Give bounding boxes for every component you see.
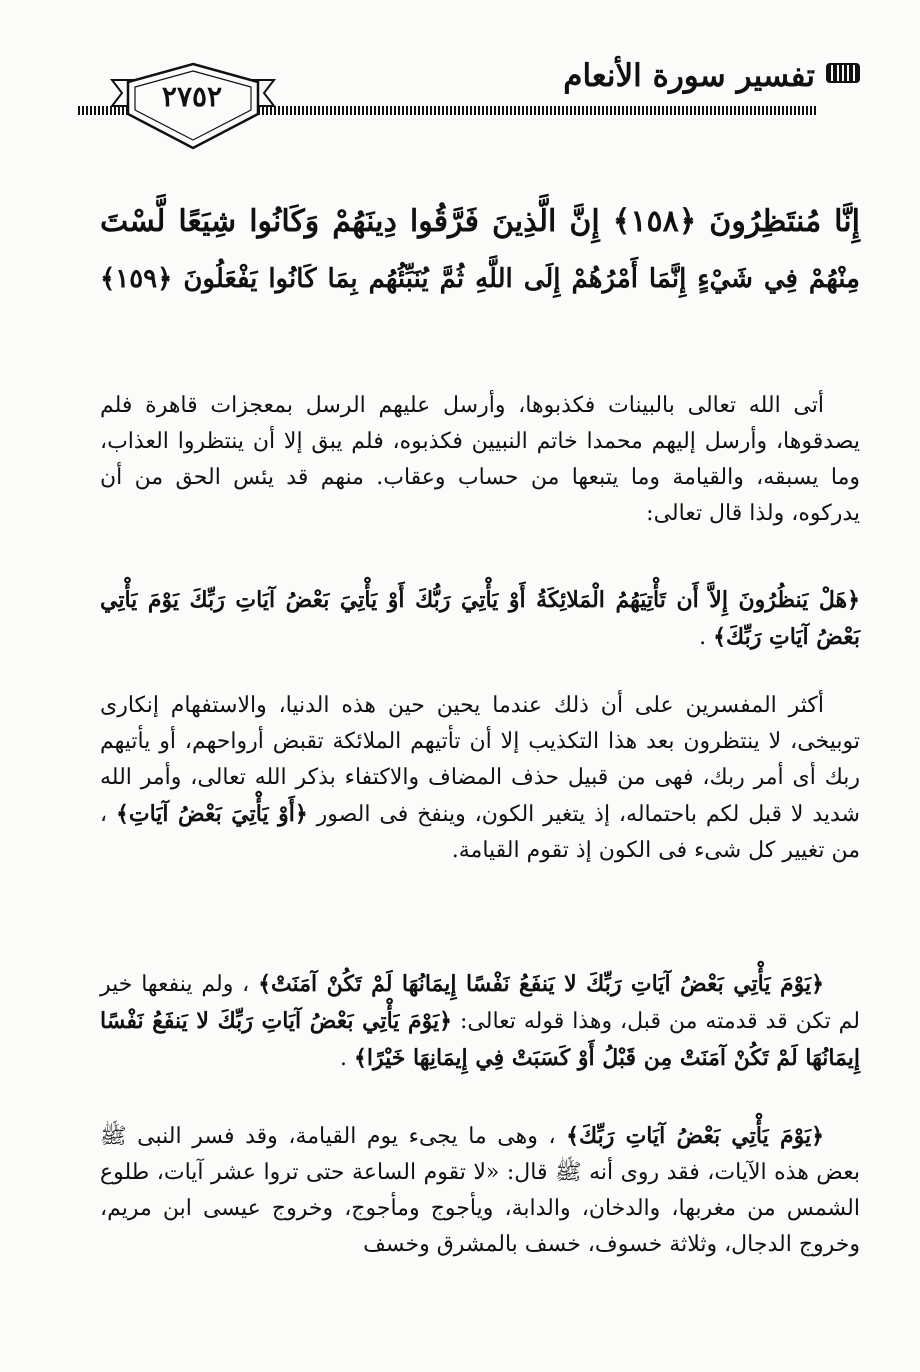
quran-verse-line-1: إِنَّا مُنتَظِرُونَ ﴿١٥٨﴾ إِنَّ الَّذِينَ فَرَّقُوا دِينَهُمْ وَكَانُوا شِيَعًا لَّسْتَ: [100, 204, 860, 239]
page-header: [0, 0, 920, 160]
paragraph-text: ، وهى ما يجىء يوم القيامة، وقد فسر النبى ﷺ بعض هذه الآيات، فقد روى أنه ﷺ قال: «لا تقوم الساعة حتى تروا عشر آيات، طلوع الشمس من مغربها، والدخان، والدابة، ويأجوج ومأجوج، وخروج عيسى ابن مريم، وخروج الدجال، وثلاثة خسوف، خسف بالمشرق وخسف: [100, 1124, 860, 1257]
quran-quote: ﴿هَلْ يَنظُرُونَ إِلاَّ أَن تَأْتِيَهُمُ الْمَلائِكَةُ أَوْ يَأْتِيَ رَبُّكَ أَوْ يَأْتِيَ بَعْضُ آيَاتِ رَبِّكَ يَوْمَ يَأْتِي بَعْضُ آيَاتِ رَبِّكَ﴾: [100, 587, 860, 650]
paragraph-text: ، من تغيير كل شىء فى الكون إذ تقوم القيامة.: [100, 802, 860, 863]
paragraph-1: أتى الله تعالى بالبينات فكذبوها، وأرسل عليهم الرسل بمعجزات قاهرة فلم يصدقوها، وأرسل إليهم محمدا خاتم النبيين فكذبوه، فلم يبق إلا أن ينتظروا العذاب، وما يسبقه، والقيامة وما يتبعها من حساب وعقاب. منهم قد يئس الحق من أن يدركوه، ولذا قال تعالى:: [100, 393, 860, 526]
quran-verse-line-2: مِنْهُمْ فِي شَيْءٍ إِنَّمَا أَمْرُهُمْ إِلَى اللَّهِ ثُمَّ يُنَبِّئُهُم بِمَا كَانُوا يَفْعَلُونَ ﴿١٥٩﴾: [100, 264, 860, 294]
paragraph-text: أكثر المفسرين على أن ذلك عندما يحين حين هذه الدنيا، والاستفهام إنكارى توبيخى، لا ينتظرون بعد هذا التكذيب إلا أن تأتيهم الملائكة تقبض أرواحهم، أو يأتيهم ربك أى أمر ربك، فهى من قبيل حذف المضاف والاكتفاء بذكر الله تعالى، وأمر الله شديد لا قبل لكم باحتماله، إذ يتغير الكون، وينفخ فى الصور: [100, 693, 860, 827]
quran-quote: ﴿يَوْمَ يَأْتِي بَعْضُ آيَاتِ رَبِّكَ لا يَنفَعُ نَفْسًا إِيمَانُهَا لَمْ تَكُنْ آمَنَتْ مِن قَبْلُ أَوْ كَسَبَتْ فِي إِيمَانِهَا خَيْرًا﴾: [100, 1008, 860, 1071]
quran-quote: ﴿يَوْمَ يَأْتِي بَعْضُ آيَاتِ رَبِّكَ لا يَنفَعُ نَفْسًا إِيمَانُهَا لَمْ تَكُنْ آمَنَتْ﴾: [258, 971, 824, 997]
paragraph-text: .: [340, 1046, 347, 1071]
page-number: ٢٧٥٢: [161, 80, 223, 113]
paragraph-4: [100, 966, 860, 1077]
paragraph-3: [100, 688, 860, 869]
quran-quote: ﴿يَوْمَ يَأْتِي بَعْضُ آيَاتِ رَبِّكَ﴾: [566, 1123, 824, 1149]
paragraph-5: [100, 1118, 860, 1263]
running-title: تفسير سورة الأنعام: [563, 58, 815, 94]
paragraph-text: ، ولم ينفعها خير لم تكن قد قدمته من قبل، وهذا قوله تعالى:: [100, 972, 860, 1034]
paragraph-2: [100, 582, 860, 656]
paragraph-text: .: [699, 625, 707, 650]
quran-quote: ﴿أَوْ يَأْتِيَ بَعْضُ آيَاتِ﴾: [115, 801, 308, 827]
ornament-icon: [824, 60, 862, 86]
